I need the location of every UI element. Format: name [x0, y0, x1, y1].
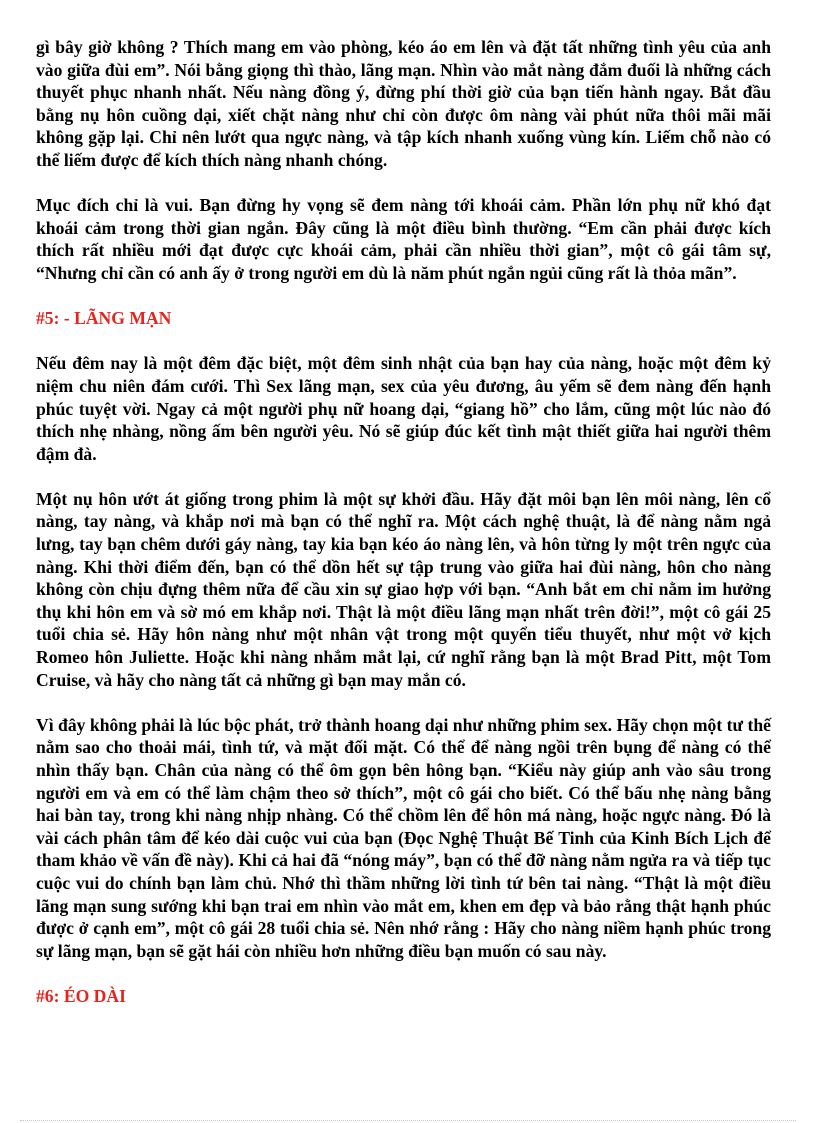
page-bottom-divider — [20, 1120, 796, 1121]
document-page — [36, 36, 771, 1030]
section-heading-6: #6: ÉO DÀI — [36, 985, 126, 1006]
section-heading-5: #5: - LÃNG MẠN — [36, 308, 172, 329]
paragraph-section5-2: Một nụ hôn ướt át giống trong phim là một sự khởi đầu. Hãy đặt môi bạn lên môi nàng, lên cổ nàng, tay nàng, và khắp nơi mà bạn có thể nghĩ ra. Một cách nghệ thuật, là để nàng nằm ngả lưng, tay bạn chêm dưới gáy nàng, tay kia bạn kéo áo nàng lên, và hôn từng ly một trên ngực của nàng. Khi thời điểm đến, bạn có thể dồn hết sự tập trung vào giữa hai đùi nàng, hôn cho nàng không còn chịu đựng thêm nữa để cầu xin sự giao hợp với bạn. “Anh bắt em chỉ nằm im hưởng thụ khi hôn em và sờ mó em khắp nơi. Thật là một điều lãng mạn nhất trên đời!”, một cô gái 25 tuổi chia sẻ. Hãy hôn nàng như một nhân vật trong một quyển tiểu thuyết, như một vở kịch Romeo hôn Juliette. Hoặc khi nàng nhắm mắt lại, cứ nghĩ rằng bạn là một Brad Pitt, một Tom Cruise, và hãy cho nàng tất cả những gì bạn may mắn có. — [36, 488, 771, 690]
paragraph-section5-1: Nếu đêm nay là một đêm đặc biệt, một đêm sinh nhật của bạn hay của nàng, hoặc một đêm kỷ niệm chu niên đám cưới. Thì Sex lãng mạn, sex của yêu đương, âu yếm sẽ đem nàng đến hạnh phúc tuyệt vời. Ngay cả một người phụ nữ hoang dại, “giang hồ” cho lắm, cũng một lúc nào đó thích nhẹ nhàng, nồng ấm bên người yêu. Nó sẽ giúp đúc kết tình mật thiết giữa hai người thêm đậm đà. — [36, 353, 771, 464]
paragraph-purpose: Mục đích chỉ là vui. Bạn đừng hy vọng sẽ đem nàng tới khoái cảm. Phần lớn phụ nữ khó đạt khoái cảm trong thời gian ngắn. Đây cũng là một điều bình thường. “Em cần phải được kích thích rất nhiều mới đạt được cực khoái cảm, phải cần nhiều thời gian”, một cô gái tâm sự, “Nhưng chỉ cần có anh ấy ở trong người em dù là năm phút ngắn ngủi cũng rất là thỏa mãn”. — [36, 195, 771, 283]
paragraph-intro: gì bây giờ không ? Thích mang em vào phòng, kéo áo em lên và đặt tất những tình yêu của anh vào giữa đùi em”. Nói bằng giọng thì thào, lãng mạn. Nhìn vào mắt nàng đắm đuối là những cách thuyết phục nhanh nhất. Nếu nàng đồng ý, đừng phí thời giờ của bạn tiến hành ngay. Bắt đầu bằng nụ hôn cuồng dại, xiết chặt nàng như chỉ còn được ôm nàng vài phút nữa thôi mãi mãi không gặp lại. Chỉ nên lướt qua ngực nàng, và tập kích nhanh xuống vùng kín. Liếm chỗ nào có thể liếm được để kích thích nàng nhanh chóng. — [36, 37, 771, 170]
paragraph-section5-3: Vì đây không phải là lúc bộc phát, trở thành hoang dại như những phim sex. Hãy chọn một tư thế nằm sao cho thoải mái, tình tứ, và mặt đối mặt. Có thể để nàng ngồi trên bụng để nàng có thể nhìn thấy bạn. Chân của nàng có thể ôm gọn bên hông bạn. “Kiểu này giúp anh vào sâu trong người em và em có thể làm chậm theo sở thích”, một cô gái cho biết. Có thể bấu nhẹ nàng bằng hai bàn tay, trong khi nàng nhịp nhàng. Có thể chồm lên để hôn má nàng, hoặc ngực nàng. Đó là vài cách phân tâm để kéo dài cuộc vui của bạn (Đọc Nghệ Thuật Bế Tinh của Kinh Bích Lịch để tham khảo về vấn đề này). Khi cả hai đã “nóng máy”, bạn có thể đỡ nàng nằm ngửa ra và tiếp tục cuộc vui do chính bạn làm chủ. Nhớ thì thầm những lời tình tứ bên tai nàng. “Thật là một điều lãng mạn sung sướng khi bạn trai em nhìn vào mắt em, khen em đẹp và bảo rằng thật hạnh phúc được ở cạnh em”, một cô gái 28 tuổi chia sẻ. Nên nhớ rằng : Hãy cho nàng niềm hạnh phúc trong sự lãng mạn, bạn sẽ gặt hái còn nhiều hơn những điều bạn muốn có sau này. — [36, 714, 771, 961]
